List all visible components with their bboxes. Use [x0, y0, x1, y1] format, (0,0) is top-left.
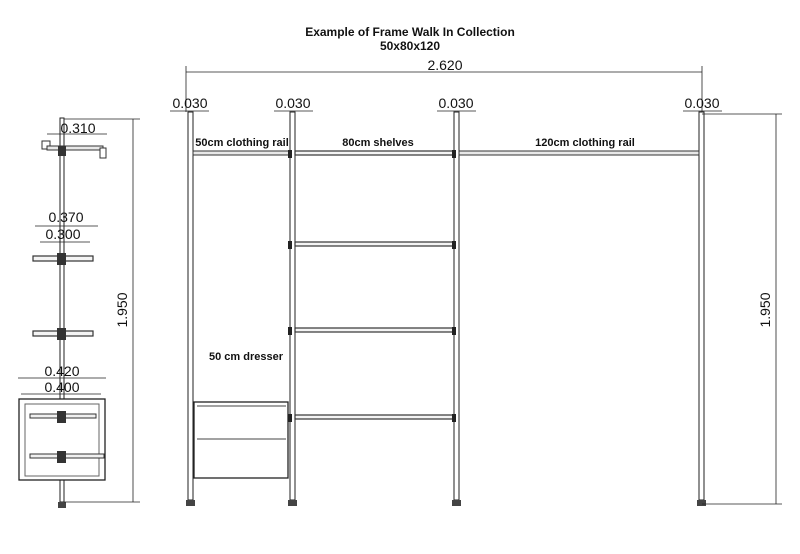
section-label-2: 80cm shelves	[342, 137, 414, 149]
shelf-4	[295, 415, 454, 419]
dresser-bracket	[57, 451, 66, 463]
bracket	[288, 150, 292, 158]
bracket	[288, 327, 292, 335]
diagram-title: Example of Frame Walk In Collection	[305, 25, 515, 39]
gap-label-1: 0.030	[172, 95, 208, 111]
dresser-inner-label: 0.400	[44, 379, 80, 395]
dresser-bracket	[57, 411, 66, 423]
gap-label-4: 0.030	[684, 95, 720, 111]
shelf-3	[295, 328, 454, 332]
clothing-rail-120	[459, 151, 699, 155]
side-drawer-2	[30, 454, 104, 458]
height-label-front: 1.950	[757, 292, 773, 328]
post-2	[290, 112, 295, 500]
bracket	[452, 327, 456, 335]
shelf-1	[295, 151, 454, 155]
dresser	[194, 402, 288, 478]
shelf-bracket	[57, 253, 66, 265]
gap-label-3: 0.030	[438, 95, 474, 111]
bracket	[288, 241, 292, 249]
foot-1	[186, 500, 195, 506]
foot-4	[697, 500, 706, 506]
height-label-side: 1.950	[114, 292, 130, 328]
dresser-label: 50 cm dresser	[209, 351, 283, 363]
shelf-2	[295, 242, 454, 246]
gap-label-2: 0.030	[275, 95, 311, 111]
bracket	[452, 150, 456, 158]
post-1	[188, 112, 193, 500]
section-label-1: 50cm clothing rail	[195, 137, 289, 149]
post-3	[454, 112, 459, 500]
side-rail	[47, 146, 103, 150]
diagram-subtitle: 50x80x120	[379, 39, 441, 53]
rail-hook	[100, 148, 106, 158]
rail-bracket	[58, 146, 66, 156]
foot-3	[452, 500, 461, 506]
clothing-rail-50	[193, 151, 290, 155]
shelf-outer-label: 0.370	[48, 209, 84, 225]
foot-2	[288, 500, 297, 506]
dresser-outer-label: 0.420	[44, 363, 80, 379]
section-label-3: 120cm clothing rail	[535, 137, 635, 149]
front-elevation	[170, 57, 782, 506]
side-elevation	[18, 118, 140, 508]
rail-depth-label: 0.310	[60, 120, 96, 136]
total-width-label: 2.620	[427, 57, 463, 73]
shelf-bracket	[57, 328, 66, 340]
post-4	[699, 112, 704, 500]
shelf-inner-label: 0.300	[45, 226, 81, 242]
side-foot	[58, 502, 66, 508]
bracket	[452, 414, 456, 422]
bracket	[452, 241, 456, 249]
